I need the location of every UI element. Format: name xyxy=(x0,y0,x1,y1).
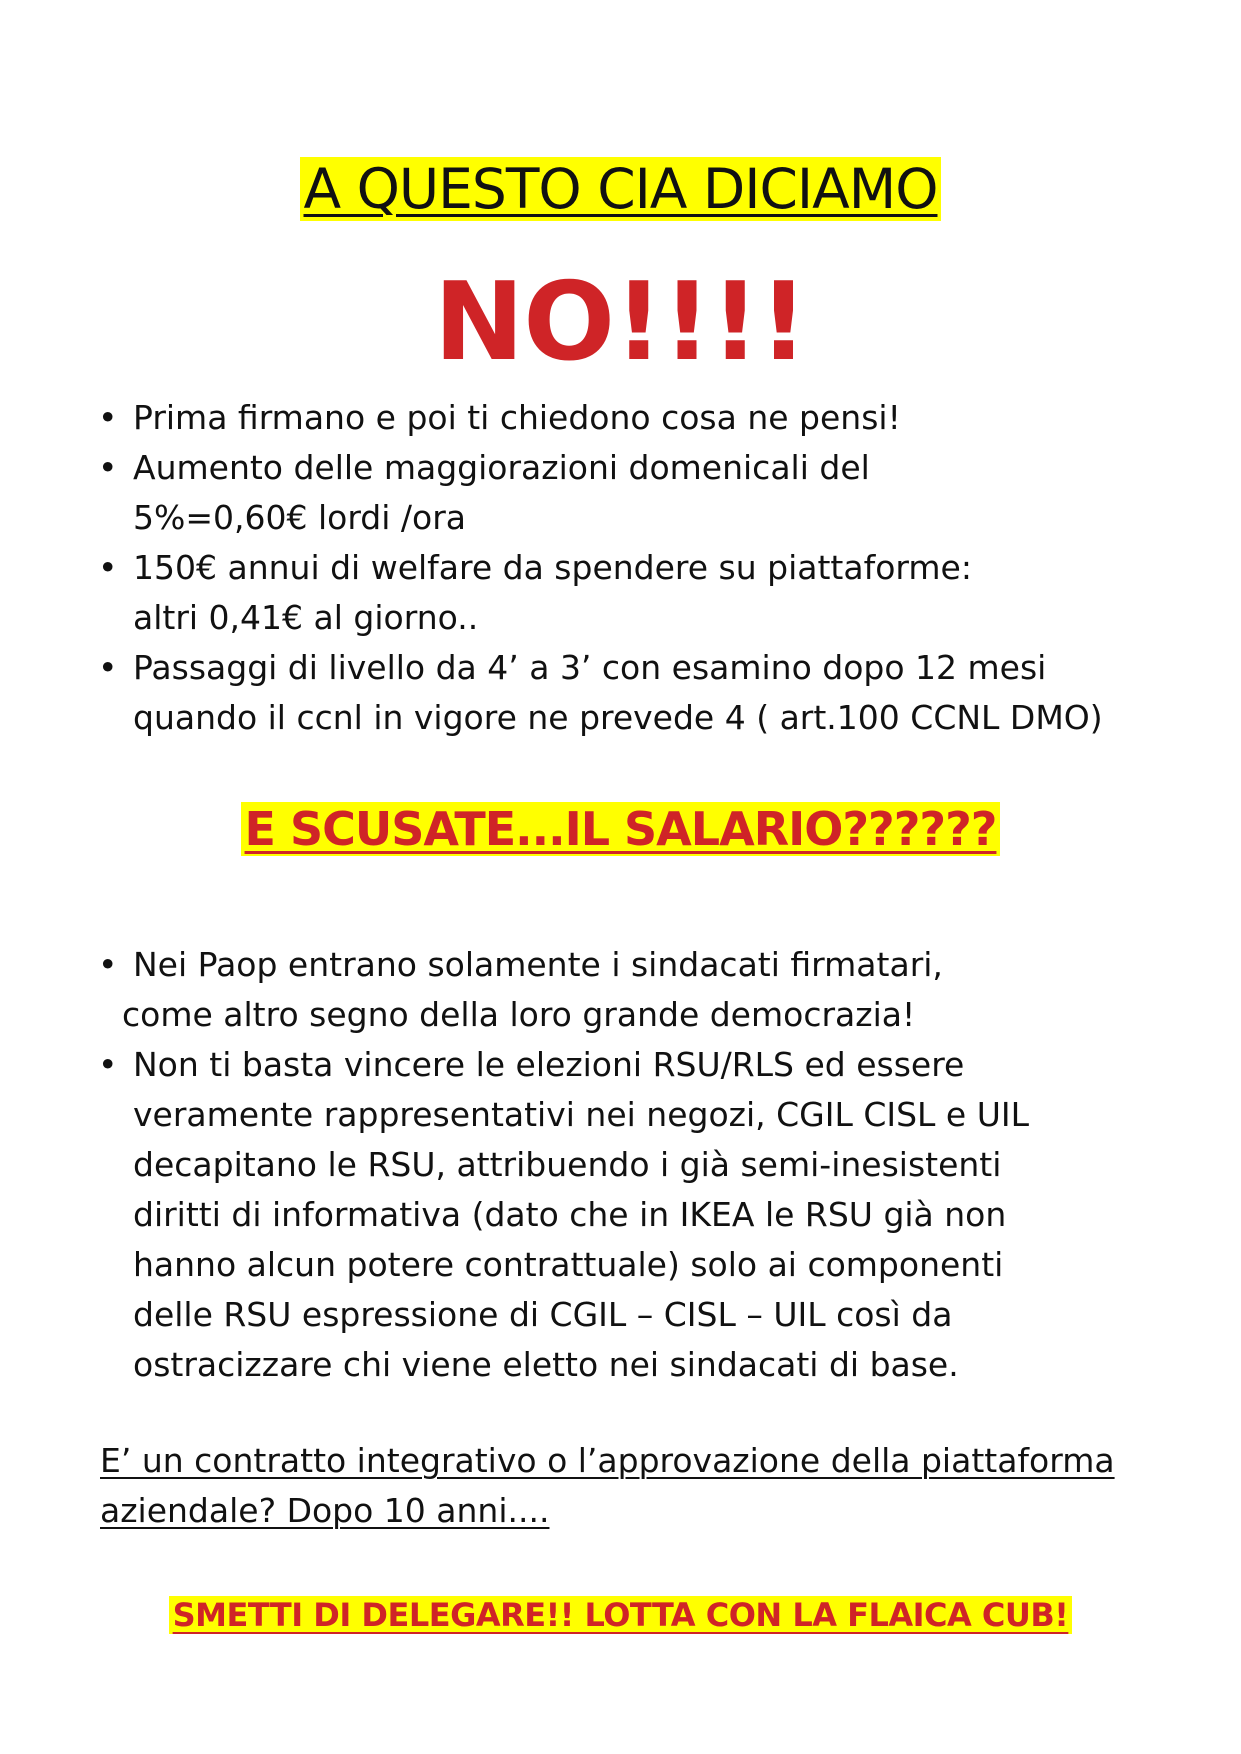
list-item-line: quando il ccnl in vigore ne prevede 4 ( art.100 CCNL DMO) xyxy=(133,698,1103,737)
big-no-heading: NO!!!! xyxy=(433,260,808,385)
list-item-line: ostracizzare chi viene eletto nei sindacati di base. xyxy=(133,1345,959,1384)
list-item-line: 150€ annui di welfare da spendere su piattaforme: xyxy=(133,548,972,587)
bullet-icon: • xyxy=(98,398,118,437)
list-item xyxy=(96,543,1176,643)
salary-question-text: E SCUSATE...IL SALARIO?????? xyxy=(241,802,1001,856)
bullet-icon: • xyxy=(98,945,118,984)
list-item-line: Non ti basta vincere le elezioni RSU/RLS ed essere xyxy=(133,1045,965,1084)
headline-banner xyxy=(0,150,1241,228)
list-item-line: come altro segno della loro grande democrazia! xyxy=(122,995,916,1034)
list-item-line: altri 0,41€ al giorno.. xyxy=(133,598,479,637)
list-item-line: 5%=0,60€ lordi /ora xyxy=(133,498,467,537)
list-item xyxy=(96,1040,1176,1390)
contract-points-list xyxy=(96,393,1176,743)
list-item-line: veramente rappresentativi nei negozi, CGIL CISL e UIL xyxy=(133,1095,1029,1134)
list-item xyxy=(96,643,1176,743)
call-to-action-banner xyxy=(0,1590,1241,1640)
list-item xyxy=(96,940,1176,1040)
list-item-line: diritti di informativa (dato che in IKEA le RSU già non xyxy=(133,1195,1007,1234)
list-item-line: Passaggi di livello da 4’ a 3’ con esamino dopo 12 mesi xyxy=(133,648,1047,687)
bullet-icon: • xyxy=(98,648,118,687)
closing-question-line: aziendale? Dopo 10 anni.... xyxy=(100,1491,550,1530)
list-item-line: Nei Paop entrano solamente i sindacati firmatari, xyxy=(133,945,943,984)
union-rights-list xyxy=(96,940,1176,1390)
closing-question xyxy=(100,1436,1180,1536)
list-item-line: Prima firmano e poi ti chiedono cosa ne pensi! xyxy=(133,398,901,437)
list-item-line: delle RSU espressione di CGIL – CISL – UIL così da xyxy=(133,1295,953,1334)
list-item-line: decapitano le RSU, attribuendo i già semi-inesistenti xyxy=(133,1145,1002,1184)
list-item-line: hanno alcun potere contrattuale) solo ai componenti xyxy=(133,1245,1004,1284)
bullet-icon: • xyxy=(98,1045,118,1084)
closing-question-line: E’ un contratto integrativo o l’approvazione della piattaforma xyxy=(100,1441,1115,1480)
headline-text: A QUESTO CIA DICIAMO xyxy=(300,157,942,221)
salary-question-banner xyxy=(0,795,1241,863)
call-to-action-text: SMETTI DI DELEGARE!! LOTTA CON LA FLAICA CUB! xyxy=(169,1596,1073,1634)
bullet-icon: • xyxy=(98,548,118,587)
list-item xyxy=(96,393,1176,443)
list-item-line: Aumento delle maggiorazioni domenicali del xyxy=(133,448,870,487)
bullet-icon: • xyxy=(98,448,118,487)
list-item xyxy=(96,443,1176,543)
